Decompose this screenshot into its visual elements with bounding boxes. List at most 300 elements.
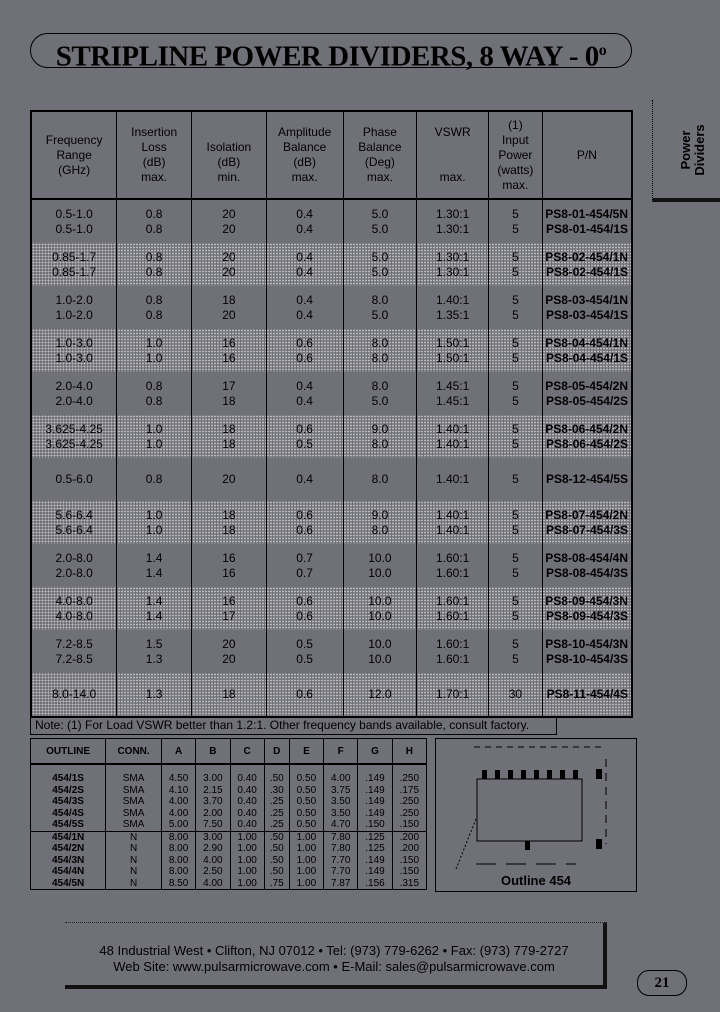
spec-value: 10.0 bbox=[368, 550, 392, 565]
spec-value: 18 bbox=[222, 687, 236, 701]
spec-value: 1.35:1 bbox=[435, 307, 470, 322]
spec-value: 1.60:1 bbox=[435, 550, 470, 565]
table-cell: 0.40 bbox=[230, 785, 264, 797]
spec-value: 1.4 bbox=[145, 565, 163, 580]
spec-value: 1.4 bbox=[145, 550, 163, 565]
table-cell: .150 bbox=[358, 819, 392, 831]
column-header-line: VSWR bbox=[434, 125, 471, 139]
table-cell: 7.70 bbox=[324, 855, 358, 867]
part-number: PS8-04-454/1N bbox=[545, 335, 628, 350]
product-group-row bbox=[31, 372, 632, 415]
column-header-line: (dB) bbox=[142, 155, 166, 169]
table-cell bbox=[343, 415, 417, 458]
table-cell bbox=[117, 673, 192, 717]
table-cell bbox=[31, 329, 117, 372]
table-cell bbox=[117, 415, 192, 458]
spec-value: 18 bbox=[222, 507, 236, 522]
table-cell: .50 bbox=[264, 855, 289, 867]
table-cell bbox=[488, 415, 542, 458]
table-cell bbox=[192, 372, 267, 415]
spec-value: 5 bbox=[512, 335, 519, 350]
spec-value: 0.7 bbox=[296, 550, 313, 565]
spec-value: 0.4 bbox=[296, 249, 313, 264]
table-cell bbox=[117, 458, 192, 501]
spec-value: 5 bbox=[512, 307, 519, 322]
table-cell: 0.40 bbox=[230, 819, 264, 831]
table-cell bbox=[31, 199, 117, 243]
column-header bbox=[266, 111, 343, 199]
spec-value: 0.5-6.0 bbox=[55, 472, 93, 486]
table-cell bbox=[31, 458, 117, 501]
table-cell: 8.50 bbox=[161, 878, 195, 890]
table-cell bbox=[542, 415, 632, 458]
contact-footer bbox=[65, 922, 607, 989]
spec-value: 0.4 bbox=[296, 393, 313, 408]
table-cell: 454/2S bbox=[52, 784, 84, 796]
spec-value: 10.0 bbox=[368, 608, 392, 623]
table-cell bbox=[488, 458, 542, 501]
table-cell bbox=[266, 286, 343, 329]
table-cell bbox=[266, 329, 343, 372]
table-cell: 0.50 bbox=[289, 819, 323, 831]
table-cell: 7.80 bbox=[324, 843, 358, 855]
table-cell bbox=[488, 673, 542, 717]
table-cell bbox=[488, 199, 542, 243]
part-number: PS8-07-454/2N bbox=[545, 507, 628, 522]
spec-value: 1.5 bbox=[145, 636, 163, 651]
spec-value: 1.60:1 bbox=[435, 636, 470, 651]
table-cell bbox=[192, 243, 267, 286]
table-cell: 3.00 bbox=[196, 831, 230, 843]
table-cell bbox=[266, 372, 343, 415]
table-cell: .250 bbox=[392, 796, 426, 808]
table-row bbox=[31, 866, 427, 878]
column-header bbox=[542, 111, 632, 199]
table-cell bbox=[31, 501, 117, 544]
spec-value: 20 bbox=[222, 307, 236, 322]
table-cell: 1.00 bbox=[230, 855, 264, 867]
table-cell: 5.00 bbox=[161, 819, 195, 831]
table-cell bbox=[488, 587, 542, 630]
table-row bbox=[31, 843, 427, 855]
table-cell bbox=[417, 286, 489, 329]
column-header-line: Balance bbox=[358, 140, 402, 154]
table-cell bbox=[417, 329, 489, 372]
table-cell: .149 bbox=[358, 785, 392, 797]
table-cell: 454/5N bbox=[51, 877, 85, 889]
spec-value: 1.0-2.0 bbox=[55, 292, 93, 307]
table-cell: .25 bbox=[264, 796, 289, 808]
spec-value: 17 bbox=[222, 378, 236, 393]
spec-value: 18 bbox=[222, 393, 236, 408]
spec-value: 5 bbox=[512, 651, 519, 666]
spec-value: 1.0 bbox=[145, 436, 163, 451]
table-cell: 2.90 bbox=[196, 843, 230, 855]
spec-value: 1.3 bbox=[145, 651, 163, 666]
spec-value: 0.6 bbox=[296, 593, 313, 608]
table-cell: 4.00 bbox=[196, 855, 230, 867]
product-group-row bbox=[31, 673, 632, 717]
table-cell: 0.40 bbox=[230, 764, 264, 785]
table-cell bbox=[117, 630, 192, 673]
column-header-line: (watts) bbox=[497, 162, 534, 177]
table-cell: 1.00 bbox=[230, 831, 264, 843]
spec-value: 1.40:1 bbox=[435, 436, 470, 451]
column-header-line: max. bbox=[141, 170, 168, 184]
spec-value: 9.0 bbox=[371, 507, 389, 522]
table-cell bbox=[417, 587, 489, 630]
spec-value: 0.6 bbox=[296, 350, 313, 365]
table-cell: 4.70 bbox=[324, 819, 358, 831]
table-row bbox=[31, 819, 427, 831]
table-cell: 8.00 bbox=[161, 831, 195, 843]
table-cell: .25 bbox=[264, 808, 289, 820]
table-cell: 8.00 bbox=[161, 843, 195, 855]
spec-value: 1.45:1 bbox=[435, 378, 470, 393]
table-cell: 4.00 bbox=[324, 764, 358, 785]
table-cell bbox=[192, 630, 267, 673]
column-header-line: Phase bbox=[362, 125, 397, 139]
table-cell: 8.00 bbox=[161, 866, 195, 878]
part-number: PS8-09-454/3S bbox=[545, 608, 628, 623]
table-cell: 7.87 bbox=[324, 878, 358, 890]
specifications-table bbox=[30, 110, 633, 718]
table-cell: .50 bbox=[264, 831, 289, 843]
table-cell: 2.50 bbox=[196, 866, 230, 878]
spec-value: 0.8 bbox=[145, 393, 163, 408]
column-header: C bbox=[230, 739, 264, 765]
table-cell bbox=[266, 673, 343, 717]
table-cell bbox=[192, 501, 267, 544]
table-cell bbox=[488, 329, 542, 372]
table-cell bbox=[343, 501, 417, 544]
spec-value: 0.5-1.0 bbox=[55, 221, 93, 236]
table-cell bbox=[343, 630, 417, 673]
table-cell: .250 bbox=[392, 764, 426, 785]
spec-value: 0.85-1.7 bbox=[52, 264, 97, 279]
table-cell: N bbox=[106, 843, 162, 855]
page-number: 21 bbox=[637, 970, 687, 996]
outline-dimensions-table bbox=[30, 738, 427, 890]
table-cell bbox=[266, 587, 343, 630]
spec-value: 1.40:1 bbox=[435, 507, 470, 522]
part-number: PS8-07-454/3S bbox=[545, 522, 628, 537]
table-cell: 454/4S bbox=[52, 807, 84, 819]
column-header: CONN. bbox=[106, 739, 162, 765]
table-cell: 1.00 bbox=[289, 843, 323, 855]
column-header-line: min. bbox=[217, 170, 241, 184]
table-cell bbox=[31, 673, 117, 717]
spec-value: 1.40:1 bbox=[435, 421, 470, 436]
table-cell: 3.70 bbox=[196, 796, 230, 808]
table-cell: .50 bbox=[264, 843, 289, 855]
table-cell bbox=[343, 458, 417, 501]
spec-value: 5 bbox=[512, 522, 519, 537]
table-cell bbox=[417, 544, 489, 587]
address-line: 48 Industrial West • Clifton, NJ 07012 • Tel: (973) 779-6262 • Fax: (973) 779-2727 bbox=[99, 943, 569, 958]
table-cell bbox=[31, 415, 117, 458]
spec-value: 0.8 bbox=[145, 221, 163, 236]
part-number: PS8-06-454/2S bbox=[545, 436, 628, 451]
spec-value: 20 bbox=[222, 206, 236, 221]
table-row bbox=[31, 855, 427, 867]
table-cell: 1.00 bbox=[230, 843, 264, 855]
spec-value: 4.0-8.0 bbox=[55, 593, 93, 608]
table-cell: 4.00 bbox=[161, 808, 195, 820]
table-cell bbox=[192, 199, 267, 243]
table-cell bbox=[192, 673, 267, 717]
column-header bbox=[192, 111, 267, 199]
side-tab-line1: Power bbox=[678, 130, 693, 170]
spec-value: 7.2-8.5 bbox=[55, 651, 93, 666]
spec-value: 5 bbox=[512, 378, 519, 393]
column-header: H bbox=[392, 739, 426, 765]
table-row bbox=[31, 764, 427, 785]
table-cell: .315 bbox=[392, 878, 426, 890]
product-group-row bbox=[31, 415, 632, 458]
table-cell bbox=[266, 199, 343, 243]
spec-value: 1.60:1 bbox=[435, 593, 470, 608]
spec-value: 18 bbox=[222, 522, 236, 537]
table-cell: 1.00 bbox=[289, 878, 323, 890]
spec-value: 18 bbox=[222, 421, 236, 436]
product-group-row bbox=[31, 458, 632, 501]
spec-value: 0.8 bbox=[145, 264, 163, 279]
product-group-row bbox=[31, 587, 632, 630]
column-header: F bbox=[324, 739, 358, 765]
spec-value: 8.0 bbox=[371, 378, 389, 393]
side-tab-label bbox=[679, 124, 707, 175]
spec-value: 5 bbox=[512, 565, 519, 580]
spec-value: 8.0 bbox=[371, 292, 389, 307]
table-cell: .149 bbox=[358, 866, 392, 878]
table-cell bbox=[192, 329, 267, 372]
spec-value: 5.0 bbox=[371, 393, 389, 408]
table-cell: N bbox=[106, 866, 162, 878]
spec-value: 5 bbox=[512, 264, 519, 279]
spec-value: 5.0 bbox=[371, 264, 389, 279]
table-cell bbox=[542, 630, 632, 673]
table-cell bbox=[117, 199, 192, 243]
table-cell: .200 bbox=[392, 843, 426, 855]
table-cell bbox=[31, 286, 117, 329]
table-cell: N bbox=[106, 878, 162, 890]
table-cell bbox=[31, 372, 117, 415]
table-cell: N bbox=[106, 855, 162, 867]
spec-value: 5.0 bbox=[371, 206, 389, 221]
spec-value: 5.0 bbox=[371, 249, 389, 264]
table-cell bbox=[31, 630, 117, 673]
table-cell: 0.50 bbox=[289, 785, 323, 797]
table-cell: .200 bbox=[392, 831, 426, 843]
table-cell: .50 bbox=[264, 866, 289, 878]
column-header-line: (Deg) bbox=[364, 155, 395, 169]
table-cell bbox=[417, 199, 489, 243]
spec-value: 5 bbox=[512, 421, 519, 436]
part-number: PS8-10-454/3S bbox=[545, 651, 628, 666]
spec-value: 20 bbox=[222, 472, 236, 486]
spec-value: 0.85-1.7 bbox=[52, 249, 97, 264]
spec-value: 5 bbox=[512, 436, 519, 451]
table-cell: 0.40 bbox=[230, 796, 264, 808]
part-number: PS8-10-454/3N bbox=[545, 636, 628, 651]
table-cell bbox=[192, 415, 267, 458]
spec-value: 5.0 bbox=[371, 221, 389, 236]
spec-value: 0.4 bbox=[296, 221, 313, 236]
spec-value: 1.0-3.0 bbox=[55, 335, 93, 350]
title-text: STRIPLINE POWER DIVIDERS, 8 WAY - 0 bbox=[55, 40, 599, 73]
spec-value: 5 bbox=[512, 350, 519, 365]
drawing-caption: Outline 454 bbox=[500, 873, 572, 888]
spec-value: 0.6 bbox=[296, 687, 313, 701]
table-cell bbox=[542, 372, 632, 415]
column-header: D bbox=[264, 739, 289, 765]
table-cell: 8.00 bbox=[161, 855, 195, 867]
table-cell bbox=[31, 544, 117, 587]
table-cell: .125 bbox=[358, 831, 392, 843]
spec-value: 5 bbox=[512, 636, 519, 651]
column-header: E bbox=[289, 739, 323, 765]
spec-value: 5 bbox=[512, 472, 519, 486]
spec-value: 1.40:1 bbox=[435, 292, 470, 307]
table-cell bbox=[542, 501, 632, 544]
spec-value: 5.0 bbox=[371, 307, 389, 322]
spec-value: 12.0 bbox=[368, 687, 392, 701]
spec-value: 0.4 bbox=[296, 378, 313, 393]
spec-value: 5 bbox=[512, 550, 519, 565]
spec-value: 3.625-4.25 bbox=[45, 436, 103, 451]
spec-value: 5 bbox=[512, 593, 519, 608]
degree-symbol: o bbox=[598, 42, 607, 59]
table-cell: 454/4N bbox=[51, 866, 85, 877]
spec-value: 4.0-8.0 bbox=[55, 608, 93, 623]
part-number: PS8-01-454/1S bbox=[545, 221, 628, 236]
table-cell: SMA bbox=[106, 808, 162, 820]
spec-value: 3.625-4.25 bbox=[45, 421, 103, 436]
table-cell bbox=[417, 243, 489, 286]
table-cell: .125 bbox=[358, 843, 392, 855]
part-number: PS8-04-454/1S bbox=[545, 350, 628, 365]
table-cell bbox=[117, 372, 192, 415]
column-header-line: max. bbox=[502, 177, 529, 192]
spec-value: 1.30:1 bbox=[435, 206, 470, 221]
web-email-line: Web Site: www.pulsarmicrowave.com • E-Mail: sales@pulsarmicrowave.com bbox=[113, 959, 555, 974]
column-header-line: (dB) bbox=[217, 155, 241, 169]
table-cell bbox=[192, 286, 267, 329]
table-row bbox=[31, 831, 427, 843]
spec-value: 16 bbox=[222, 550, 236, 565]
table-cell bbox=[417, 630, 489, 673]
spec-value: 20 bbox=[222, 264, 236, 279]
table-cell: SMA bbox=[106, 819, 162, 831]
spec-value: 1.30:1 bbox=[435, 221, 470, 236]
table-cell bbox=[488, 501, 542, 544]
table-cell: .50 bbox=[264, 764, 289, 785]
spec-value: 1.0 bbox=[145, 335, 163, 350]
table-cell bbox=[31, 587, 117, 630]
spec-value: 1.3 bbox=[145, 687, 163, 701]
spec-value: 10.0 bbox=[368, 593, 392, 608]
part-number: PS8-01-454/5N bbox=[545, 206, 628, 221]
section-side-tab bbox=[652, 100, 720, 202]
table-cell: .175 bbox=[392, 785, 426, 797]
table-row bbox=[31, 878, 427, 890]
spec-value: 1.0-2.0 bbox=[55, 307, 93, 322]
table-cell bbox=[417, 372, 489, 415]
part-number: PS8-03-454/1N bbox=[545, 292, 628, 307]
spec-value: 0.5-1.0 bbox=[55, 206, 93, 221]
column-header-line: max. bbox=[439, 170, 466, 184]
table-cell bbox=[343, 243, 417, 286]
table-cell bbox=[343, 587, 417, 630]
table-cell: 1.00 bbox=[289, 855, 323, 867]
spec-value: 0.4 bbox=[296, 206, 313, 221]
table-cell: .156 bbox=[358, 878, 392, 890]
spec-value: 0.4 bbox=[296, 292, 313, 307]
table-cell: .150 bbox=[392, 866, 426, 878]
table-cell bbox=[542, 544, 632, 587]
spec-value: 1.70:1 bbox=[435, 687, 470, 701]
table-cell bbox=[117, 329, 192, 372]
spec-value: 1.60:1 bbox=[435, 565, 470, 580]
column-header-line: Balance bbox=[282, 140, 327, 154]
table-cell: SMA bbox=[106, 796, 162, 808]
table-cell bbox=[488, 372, 542, 415]
side-tab-line2: Dividers bbox=[692, 124, 707, 176]
spec-value: 16 bbox=[222, 350, 236, 365]
column-header-line: max. bbox=[291, 170, 318, 184]
table-cell bbox=[542, 458, 632, 501]
part-number: PS8-06-454/2N bbox=[545, 421, 628, 436]
spec-value: 10.0 bbox=[368, 565, 392, 580]
table-cell: 7.50 bbox=[196, 819, 230, 831]
table-cell: .75 bbox=[264, 878, 289, 890]
table-cell: 3.00 bbox=[196, 764, 230, 785]
product-group-row bbox=[31, 199, 632, 243]
table-cell bbox=[266, 458, 343, 501]
table-cell bbox=[417, 673, 489, 717]
spec-value: 0.6 bbox=[296, 421, 313, 436]
table-cell bbox=[542, 243, 632, 286]
column-header-line: Loss bbox=[141, 140, 167, 154]
table-cell bbox=[266, 544, 343, 587]
table-cell bbox=[542, 286, 632, 329]
table-cell bbox=[488, 544, 542, 587]
table-cell: SMA bbox=[106, 785, 162, 797]
spec-value: 1.40:1 bbox=[435, 522, 470, 537]
spec-value: 1.30:1 bbox=[435, 249, 470, 264]
table-cell bbox=[343, 329, 417, 372]
part-number: PS8-05-454/2S bbox=[545, 393, 628, 408]
spec-value: 10.0 bbox=[368, 636, 392, 651]
part-number: PS8-02-454/1S bbox=[545, 264, 628, 279]
spec-value: 5 bbox=[512, 507, 519, 522]
spec-value: 2.0-4.0 bbox=[55, 393, 93, 408]
column-header: A bbox=[161, 739, 195, 765]
table-cell: 454/3N bbox=[51, 854, 85, 866]
spec-value: 1.0 bbox=[145, 507, 163, 522]
table-cell: 3.50 bbox=[324, 808, 358, 820]
table-cell bbox=[117, 243, 192, 286]
column-header-line: max. bbox=[366, 170, 393, 184]
column-header-line: Amplitude bbox=[277, 125, 332, 139]
spec-value: 0.7 bbox=[296, 565, 313, 580]
table-cell bbox=[542, 673, 632, 717]
spec-value: 20 bbox=[222, 221, 236, 236]
table-cell: 1.00 bbox=[230, 878, 264, 890]
outline-drawing bbox=[435, 738, 637, 892]
spec-value: 8.0 bbox=[371, 436, 389, 451]
